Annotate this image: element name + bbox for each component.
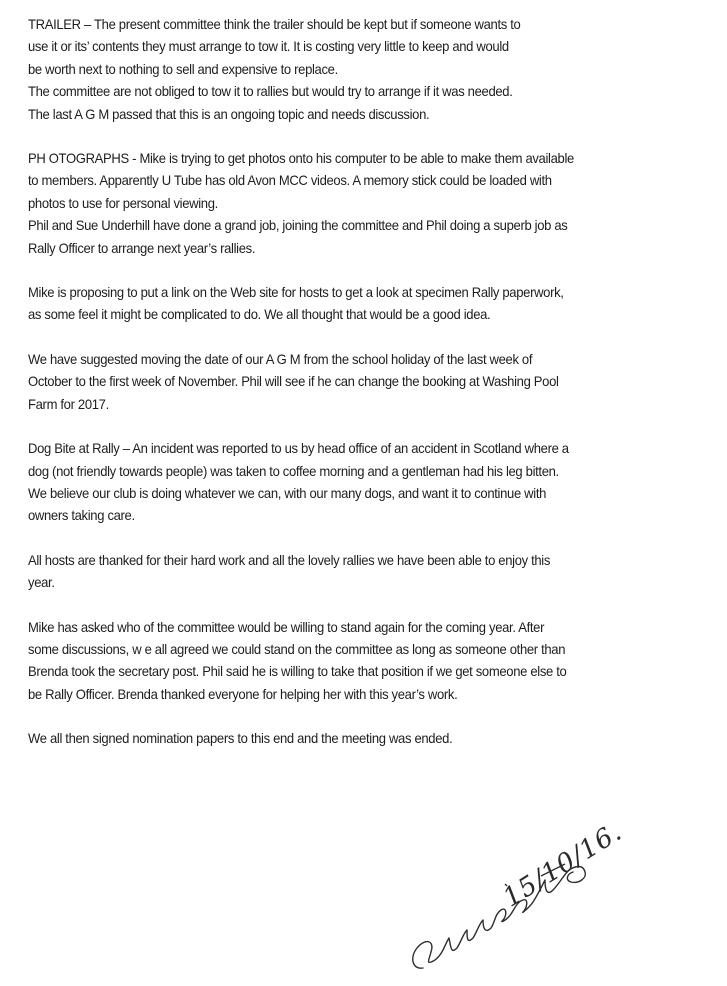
text-line: TRAILER – The present committee think the trailer should be kept but if someone wants to xyxy=(28,17,521,32)
text-line: We all then signed nomination papers to this end and the meeting was ended. xyxy=(28,731,453,747)
text-line: photos to use for personal viewing. xyxy=(28,195,218,211)
paragraph-website-link xyxy=(28,282,714,327)
text-line: use it or its’ contents they must arrange to tow it. It is costing very little to keep and would xyxy=(28,39,509,55)
text-line: Rally Officer to arrange next year’s rallies. xyxy=(28,240,256,256)
text-line: The committee are not obliged to tow it to rallies but would try to arrange if it was needed. xyxy=(28,84,513,100)
text-line: All hosts are thanked for their hard work and all the lovely rallies we have been able to enjoy this xyxy=(28,552,551,568)
text-line: as some feel it might be complicated to do. We all thought that would be a good idea. xyxy=(28,307,491,323)
document-body xyxy=(28,14,718,773)
text-line: Farm for 2017. xyxy=(28,396,109,412)
text-line: The last A G M passed that this is an ongoing topic and needs discussion. xyxy=(28,106,430,122)
paragraph-committee xyxy=(28,617,714,707)
text-line: October to the first week of November. Phil will see if he can change the booking at Washing Pool xyxy=(28,374,559,390)
text-line: to members. Apparently U Tube has old Avon MCC videos. A memory stick could be loaded with xyxy=(28,173,552,189)
paragraph-trailer xyxy=(28,14,714,126)
text-line: We have suggested moving the date of our A G M from the school holiday of the last week of xyxy=(28,351,533,367)
signature-date: 15/10/16. xyxy=(498,816,628,914)
paragraph-agm-date xyxy=(28,349,714,416)
text-line: PH OTOGRAPHS - Mike is trying to get photos onto his computer to be able to make them available xyxy=(28,151,574,167)
text-line: Phil and Sue Underhill have done a grand job, joining the committee and Phil doing a superb job as xyxy=(28,218,568,234)
text-line: Brenda took the secretary post. Phil said he is willing to take that position if we get someone else to xyxy=(28,664,567,680)
text-line: some discussions, w e all agreed we could stand on the committee as long as someone other than xyxy=(28,641,566,657)
paragraph-dog-bite xyxy=(28,438,714,528)
text-line: Mike has asked who of the committee would be willing to stand again for the coming year. After xyxy=(28,619,545,635)
text-line: owners taking care. xyxy=(28,508,135,524)
text-line: be worth next to nothing to sell and expensive to replace. xyxy=(28,61,338,77)
text-line: year. xyxy=(28,575,55,591)
paragraph-hosts-thanks xyxy=(28,550,714,595)
paragraph-photographs xyxy=(28,148,714,260)
text-line: be Rally Officer. Brenda thanked everyone for helping her with this year’s work. xyxy=(28,686,458,702)
text-line: dog (not friendly towards people) was taken to coffee morning and a gentleman had his leg bitten. xyxy=(28,463,559,479)
paragraph-closing xyxy=(28,728,714,750)
text-line: Mike is proposing to put a link on the Web site for hosts to get a look at specimen Rally paperwork, xyxy=(28,285,564,301)
text-line: Dog Bite at Rally – An incident was reported to us by head office of an accident in Scotland where a xyxy=(28,441,569,457)
text-line: We believe our club is doing whatever we can, with our many dogs, and want it to continue with xyxy=(28,485,547,501)
